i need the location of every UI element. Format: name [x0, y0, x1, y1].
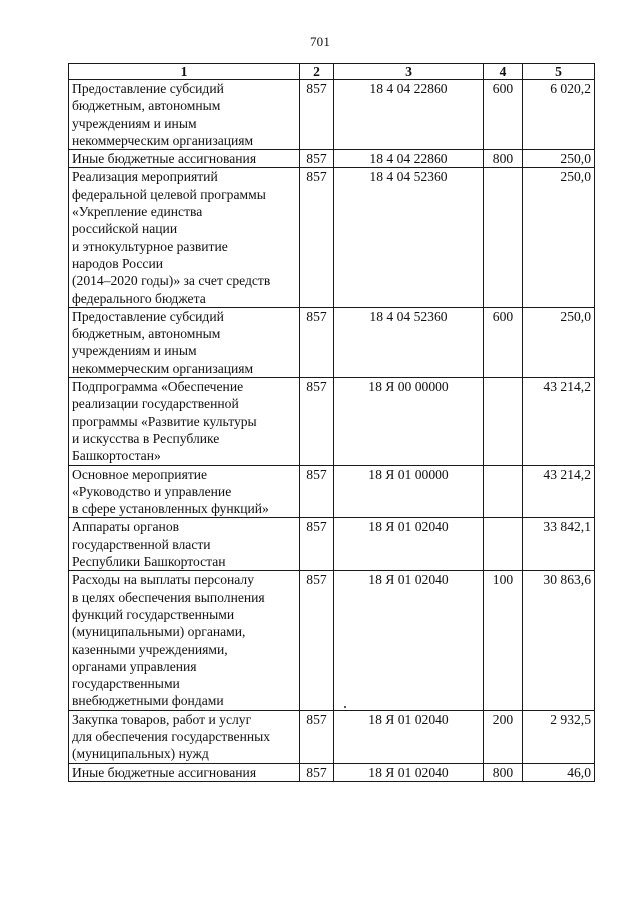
row-name-line: Подпрограмма «Обеспечение [72, 379, 244, 395]
row-name-cell [69, 571, 300, 710]
row-amount: 46,0 [523, 763, 595, 781]
row-name-line: программы «Развитие культуры [72, 413, 257, 429]
row-name-cell [69, 710, 300, 763]
row-name-line: государственными [72, 676, 180, 692]
table-row [69, 307, 595, 377]
header-col-3: 3 [334, 64, 484, 80]
row-name-line: Аппараты органов [72, 519, 180, 535]
row-expense-type [484, 168, 523, 307]
row-name-line: Республики Башкортостан [72, 554, 226, 570]
row-name-cell [69, 763, 300, 781]
row-name-line: казенными учреждениями, [72, 641, 228, 657]
table-row [69, 150, 595, 168]
row-name-line: Иные бюджетные ассигнования [72, 764, 257, 780]
row-admin-code: 857 [300, 80, 334, 150]
row-name-line: Закупка товаров, работ и услуг [72, 711, 252, 727]
row-target-code: 18 4 04 22860 [334, 80, 484, 150]
row-admin-code: 857 [300, 763, 334, 781]
row-target-code: 18 4 04 52360 [334, 307, 484, 377]
row-admin-code: 857 [300, 465, 334, 518]
row-admin-code: 857 [300, 307, 334, 377]
row-expense-type: 600 [484, 307, 523, 377]
row-amount: 2 932,5 [523, 710, 595, 763]
row-name-line: российской нации [72, 221, 178, 237]
row-name-line: и этнокультурное развитие [72, 238, 228, 254]
row-target-code: 18 4 04 52360 [334, 168, 484, 307]
row-admin-code: 857 [300, 571, 334, 710]
row-expense-type: 100 [484, 571, 523, 710]
row-target-code: 18 Я 01 02040 [334, 518, 484, 571]
row-name-line: учреждениям и иным [72, 115, 197, 131]
row-expense-type: 200 [484, 710, 523, 763]
row-admin-code: 857 [300, 168, 334, 307]
table-row [69, 465, 595, 518]
row-name-line: (2014–2020 годы)» за счет средств [72, 273, 271, 289]
row-name-line: внебюджетными фондами [72, 693, 224, 709]
row-name-line: федерального бюджета [72, 290, 206, 306]
row-expense-type [484, 378, 523, 465]
table-row [69, 518, 595, 571]
row-name-cell [69, 378, 300, 465]
row-admin-code: 857 [300, 378, 334, 465]
row-admin-code: 857 [300, 518, 334, 571]
row-name-line: бюджетным, автономным [72, 326, 221, 342]
row-name-line: Предоставление субсидий [72, 81, 224, 96]
header-row [69, 64, 595, 80]
row-name-cell [69, 150, 300, 168]
table-row [69, 80, 595, 150]
row-name-line: органами управления [72, 658, 197, 674]
header-col-4: 4 [484, 64, 523, 80]
row-name-line: в сфере установленных функций» [72, 501, 269, 517]
row-target-code: 18 Я 01 02040 [334, 710, 484, 763]
row-name-cell [69, 80, 300, 150]
table-row [69, 710, 595, 763]
row-amount: 250,0 [523, 307, 595, 377]
row-name-line: Иные бюджетные ассигнования [72, 151, 257, 167]
budget-table [68, 63, 595, 782]
row-amount: 6 020,2 [523, 80, 595, 150]
row-name-line: и искусства в Республике [72, 430, 220, 446]
row-expense-type: 800 [484, 150, 523, 168]
row-name-cell [69, 307, 300, 377]
row-expense-type: 800 [484, 763, 523, 781]
row-name-line: (муниципальных) нужд [72, 746, 209, 762]
row-amount: 30 863,6 [523, 571, 595, 710]
row-expense-type: 600 [484, 80, 523, 150]
row-name-line: «Руководство и управление [72, 483, 232, 499]
table-row [69, 168, 595, 307]
row-name-line: функций государственными [72, 606, 235, 622]
row-name-line: реализации государственной [72, 396, 239, 412]
row-admin-code: 857 [300, 150, 334, 168]
row-name-line: федеральной целевой программы [72, 186, 266, 202]
row-name-cell [69, 465, 300, 518]
table-row [69, 378, 595, 465]
row-name-line: Предоставление субсидий [72, 308, 224, 324]
row-amount: 43 214,2 [523, 378, 595, 465]
row-target-code: 18 Я 00 00000 [334, 378, 484, 465]
row-target-code: 18 Я 01 00000 [334, 465, 484, 518]
row-name-line: некоммерческим организациям [72, 360, 254, 376]
row-name-line: (муниципальными) органами, [72, 624, 246, 640]
row-name-line: учреждениям и иным [72, 343, 197, 359]
header-col-2: 2 [300, 64, 334, 80]
row-amount: 43 214,2 [523, 465, 595, 518]
row-name-line: народов России [72, 255, 164, 271]
row-amount: 250,0 [523, 150, 595, 168]
table-row [69, 763, 595, 781]
row-expense-type [484, 518, 523, 571]
stray-dot [344, 706, 346, 708]
row-admin-code: 857 [300, 710, 334, 763]
row-target-code: 18 4 04 22860 [334, 150, 484, 168]
table-body [69, 80, 595, 782]
row-name-line: некоммерческим организациям [72, 132, 254, 148]
row-amount: 250,0 [523, 168, 595, 307]
row-target-code: 18 Я 01 02040 [334, 571, 484, 710]
row-name-line: в целях обеспечения выполнения [72, 589, 265, 605]
row-name-line: Башкортостан» [72, 448, 161, 464]
row-name-line: «Укрепление единства [72, 204, 203, 220]
header-col-5: 5 [523, 64, 595, 80]
row-name-cell [69, 518, 300, 571]
row-name-line: для обеспечения государственных [72, 728, 271, 744]
row-name-line: Реализация мероприятий [72, 169, 218, 185]
row-name-line: Расходы на выплаты персоналу [72, 572, 254, 588]
table-row [69, 571, 595, 710]
row-name-line: Основное мероприятие [72, 466, 208, 482]
row-expense-type [484, 465, 523, 518]
row-name-line: государственной власти [72, 536, 211, 552]
row-target-code: 18 Я 01 02040 [334, 763, 484, 781]
header-col-1: 1 [69, 64, 300, 80]
row-name-line: бюджетным, автономным [72, 98, 221, 114]
row-name-cell [69, 168, 300, 307]
page-number: 701 [309, 34, 331, 49]
row-amount: 33 842,1 [523, 518, 595, 571]
